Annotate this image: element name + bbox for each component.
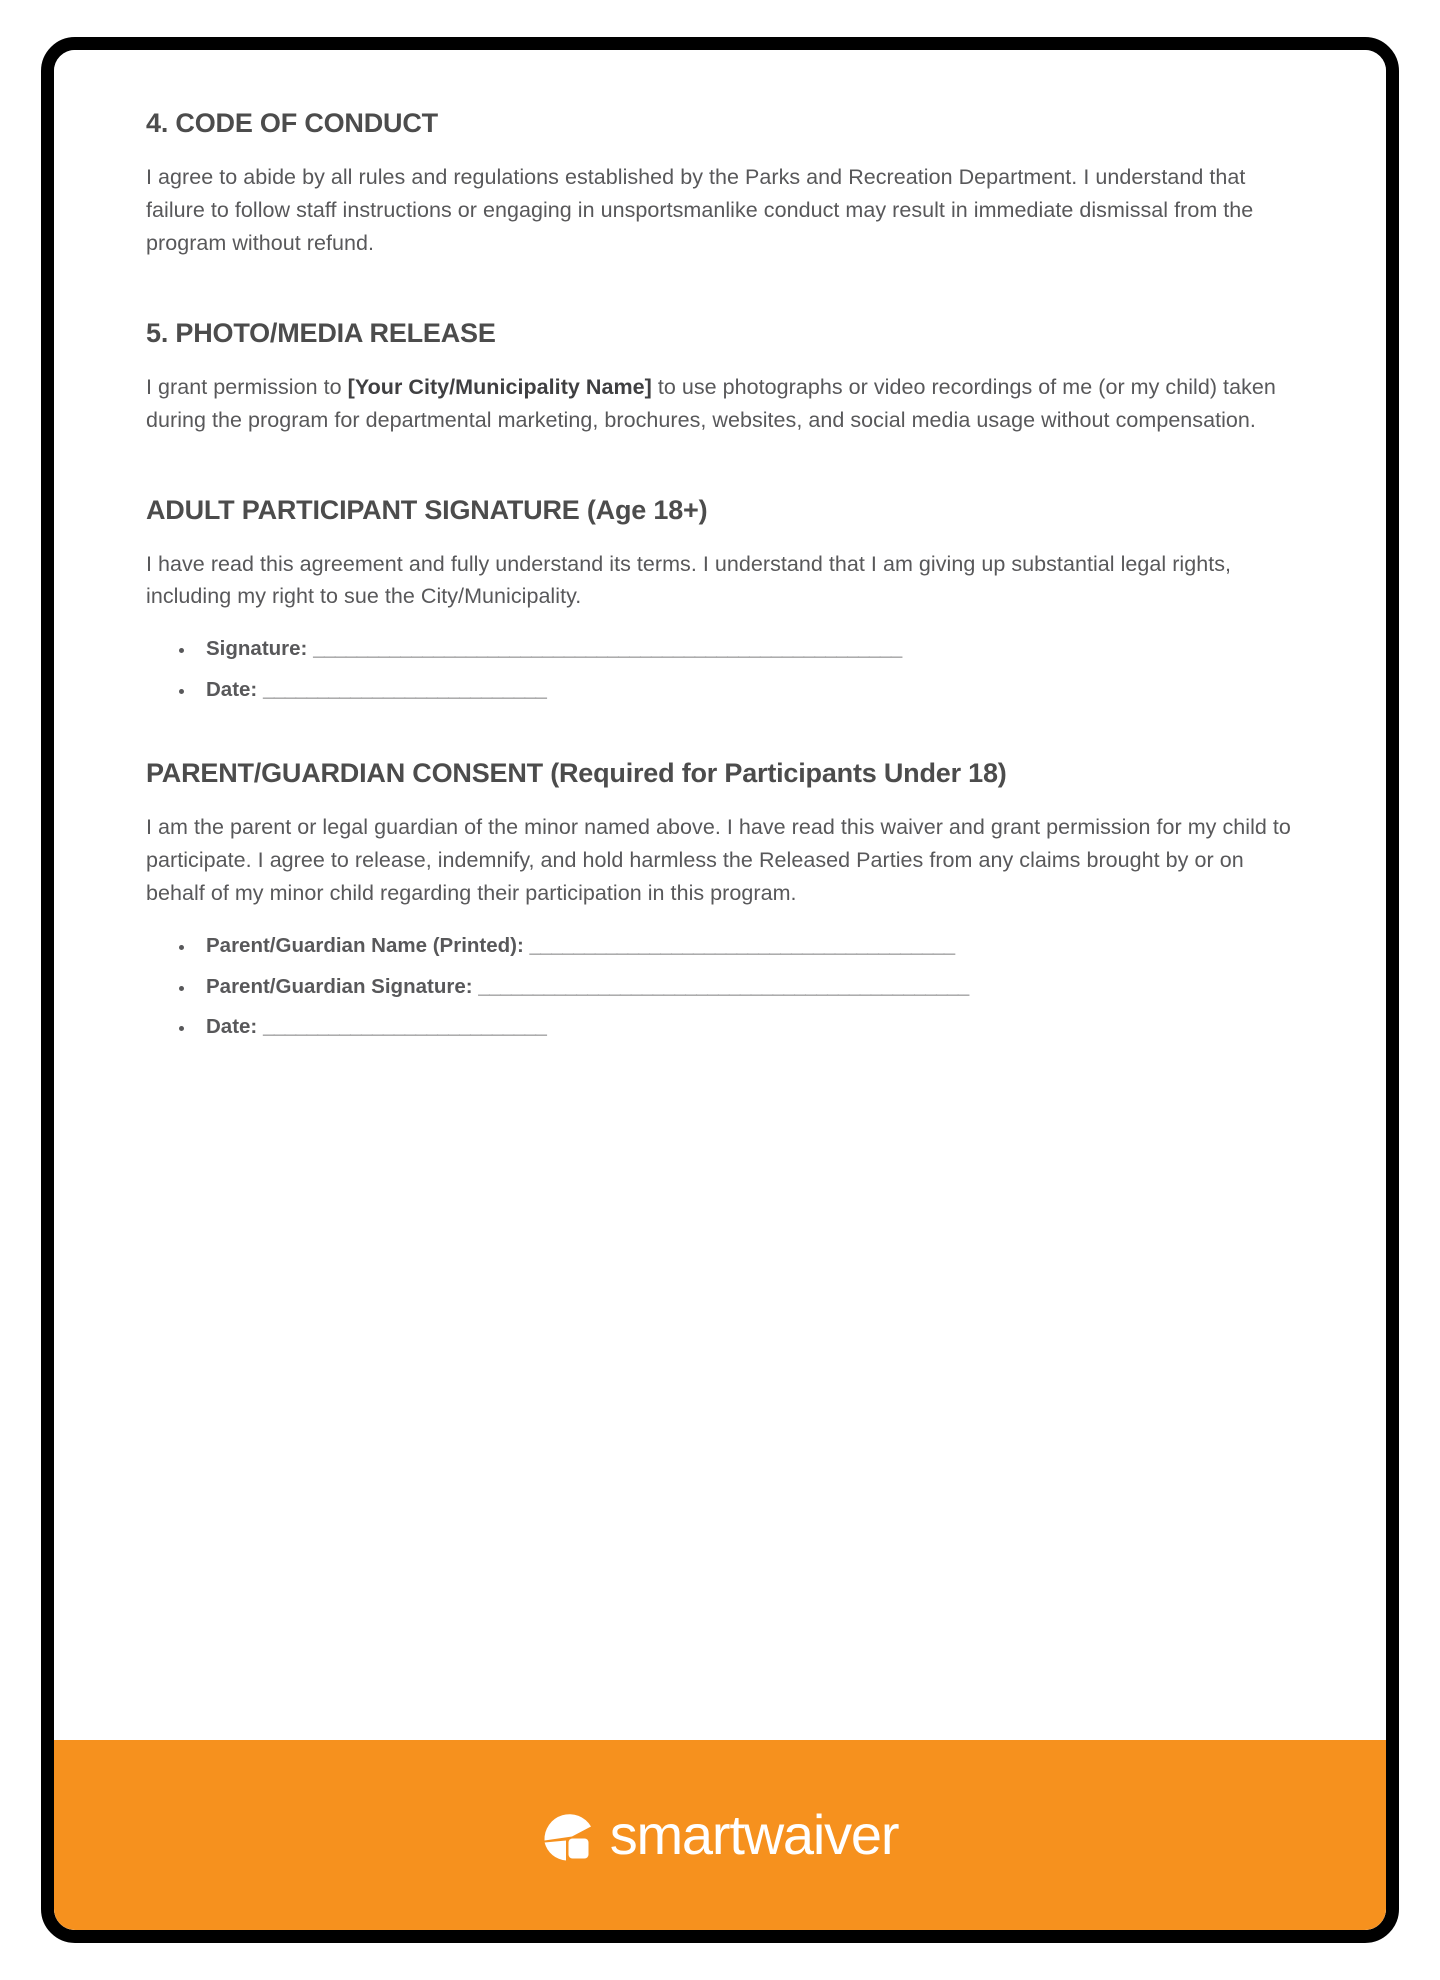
section-paragraph-adult-participant-signature: I have read this agreement and fully understand its terms. I understand that I am giving up substantial legal rights, including my right to sue the City/Municipality. <box>146 551 1232 609</box>
list-item <box>174 677 1294 701</box>
bullet-dot-icon <box>179 648 184 653</box>
section-paragraph-code-of-conduct: I agree to abide by all rules and regulations established by the Parks and Recreation Department. I understand that failure to follow staff instructions or engaging in unsportsmanlike conduct may result in immediate dismissal from the program without refund. <box>146 165 1254 255</box>
list-item <box>174 1017 1294 1038</box>
bullet-dot-icon <box>179 986 184 991</box>
list-item <box>174 974 1294 998</box>
parent-signature-blank-line[interactable]: _____________________________________________ <box>478 974 969 998</box>
field-label: Date: <box>206 1015 258 1039</box>
field-label: Parent/Guardian Name (Printed): <box>206 934 524 958</box>
parent-guardian-field-list <box>146 936 1294 1038</box>
adult-signature-field-list <box>146 639 1294 700</box>
page-inner <box>54 50 1386 1930</box>
section-heading-parent-guardian-consent: PARENT/GUARDIAN CONSENT (Required for Participants Under 18) <box>146 758 1007 789</box>
date-blank-line[interactable]: __________________________ <box>262 677 547 701</box>
parent-date-blank-line[interactable]: __________________________ <box>262 1015 547 1039</box>
footer-brand-band <box>54 1740 1386 1930</box>
section-paragraph-parent-guardian-consent: I am the parent or legal guardian of the minor named above. I have read this waiver and grant permission for my child to participate. I agree to release, indemnify, and hold harmless the Released Parties from any claims brought by or on behalf of my minor child regarding their participation in this program. <box>146 815 1291 906</box>
bullet-dot-icon <box>179 1026 184 1031</box>
smartwaiver-shell-icon <box>542 1809 594 1861</box>
list-item <box>174 639 1294 660</box>
section-heading-adult-participant-signature: ADULT PARTICIPANT SIGNATURE (Age 18+) <box>146 494 708 525</box>
photo-release-text-after: to use photographs or video recordings of me (or my child) taken during the program for departmental marketing, brochures, websites, and social media usage without compensation. <box>146 374 1276 432</box>
field-label: Date: <box>206 677 258 701</box>
parent-name-blank-line[interactable]: _______________________________________ <box>529 934 955 958</box>
document-body <box>54 50 1386 1930</box>
smartwaiver-logo <box>542 1803 899 1866</box>
field-label: Signature: <box>206 637 308 661</box>
field-label: Parent/Guardian Signature: <box>206 974 473 998</box>
section-paragraph-photo-media-release <box>146 371 1294 437</box>
photo-release-text-before: I grant permission to <box>146 374 348 399</box>
document-page <box>41 37 1399 1943</box>
bullet-dot-icon <box>179 945 184 950</box>
bullet-dot-icon <box>179 689 184 694</box>
section-heading-code-of-conduct: 4. CODE OF CONDUCT <box>146 108 438 138</box>
smartwaiver-wordmark: smartwaiver <box>609 1803 899 1866</box>
list-item <box>174 936 1294 957</box>
municipality-name-placeholder: [Your City/Municipality Name] <box>347 374 652 399</box>
section-heading-photo-media-release: 5. PHOTO/MEDIA RELEASE <box>146 317 496 348</box>
signature-blank-line[interactable]: ______________________________________________________ <box>313 637 902 661</box>
